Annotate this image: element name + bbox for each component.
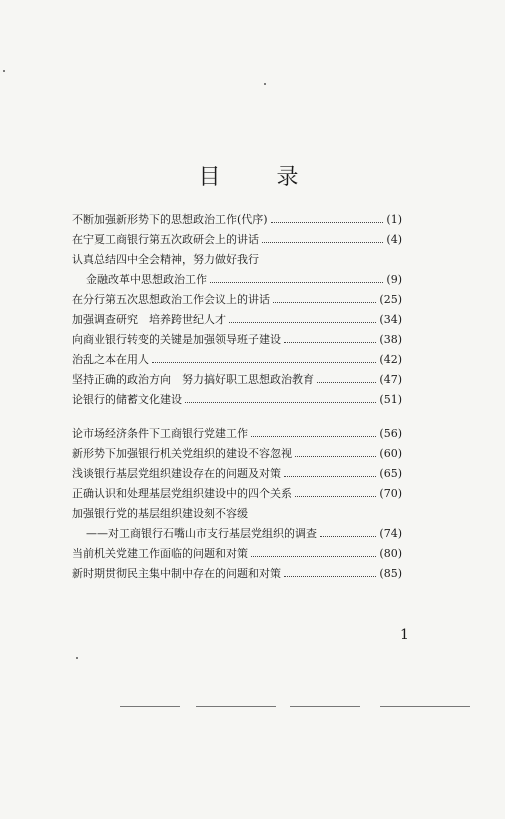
scan-speck (264, 83, 266, 85)
toc-entry-title: 治乱之本在用人 (72, 353, 149, 366)
dot-leader (284, 330, 376, 343)
table-of-contents (72, 210, 402, 584)
toc-entry-page: (25) (379, 293, 402, 306)
toc-entry[interactable] (72, 564, 402, 584)
toc-entry-title: 金融改革中思想政治工作 (86, 273, 207, 286)
dot-leader (229, 310, 376, 323)
toc-entry-title: 坚持正确的政治方向 努力搞好职工思想政治教育 (72, 373, 314, 386)
dot-leader (262, 230, 383, 243)
dot-leader (185, 390, 376, 403)
dot-leader (273, 290, 376, 303)
toc-entry[interactable] (72, 484, 402, 504)
toc-entry[interactable] (72, 310, 402, 330)
toc-entry-page: (85) (379, 567, 402, 580)
toc-entry[interactable] (72, 370, 402, 390)
toc-entry[interactable] (72, 330, 402, 350)
dot-leader (295, 444, 376, 457)
toc-entry[interactable] (72, 424, 402, 444)
toc-entry-title: 论市场经济条件下工商银行党建工作 (72, 427, 248, 440)
toc-entry-page: (1) (386, 213, 402, 226)
toc-entry[interactable] (72, 230, 402, 250)
dot-leader (284, 564, 376, 577)
scan-rule (120, 706, 180, 707)
toc-entry-page: (47) (379, 373, 402, 386)
toc-entry-page: (42) (379, 353, 402, 366)
scan-rule (290, 706, 360, 707)
toc-entry[interactable] (72, 210, 402, 230)
toc-entry-continuation[interactable] (72, 524, 402, 544)
toc-entry-page: (4) (386, 233, 402, 246)
section-spacer (72, 410, 402, 424)
dot-leader (251, 424, 376, 437)
toc-entry-continuation[interactable] (72, 270, 402, 290)
dot-leader (210, 270, 383, 283)
toc-entry-page: (80) (379, 547, 402, 560)
toc-entry-title: 新形势下加强银行机关党组织的建设不容忽视 (72, 447, 292, 460)
toc-entry-page: (65) (379, 467, 402, 480)
dot-leader (152, 350, 376, 363)
toc-entry-page: (74) (379, 527, 402, 540)
toc-entry[interactable] (72, 544, 402, 564)
toc-entry[interactable] (72, 464, 402, 484)
toc-entry-page: (56) (379, 427, 402, 440)
toc-entry-page: (9) (386, 273, 402, 286)
dot-leader (295, 484, 376, 497)
scan-speck (76, 657, 78, 659)
toc-entry-title: 加强银行党的基层组织建设刻不容缓 (72, 507, 248, 520)
toc-entry-title: 浅谈银行基层党组织建设存在的问题及对策 (72, 467, 281, 480)
dot-leader (317, 370, 376, 383)
toc-entry[interactable] (72, 504, 402, 524)
toc-entry-page: (70) (379, 487, 402, 500)
scan-rule (196, 706, 276, 707)
toc-entry-title: 向商业银行转变的关键是加强领导班子建设 (72, 333, 281, 346)
scan-speck (3, 70, 5, 72)
toc-entry-page: (38) (379, 333, 402, 346)
dot-leader (284, 464, 376, 477)
toc-entry-title: 在分行第五次思想政治工作会议上的讲话 (72, 293, 270, 306)
dot-leader (271, 210, 384, 223)
dot-leader (251, 544, 376, 557)
toc-entry-page: (34) (379, 313, 402, 326)
toc-entry-title: 当前机关党建工作面临的问题和对策 (72, 547, 248, 560)
toc-entry-title: 在宁夏工商银行第五次政研会上的讲话 (72, 233, 259, 246)
toc-entry[interactable] (72, 444, 402, 464)
toc-entry[interactable] (72, 390, 402, 410)
toc-entry-title: 论银行的储蓄文化建设 (72, 393, 182, 406)
toc-title: 目录 (198, 165, 355, 190)
toc-entry-title: 加强调查研究 培养跨世纪人才 (72, 313, 226, 326)
toc-entry-title: 不断加强新形势下的思想政治工作(代序) (72, 213, 268, 226)
toc-entry-page: (51) (379, 393, 402, 406)
toc-entry[interactable] (72, 250, 402, 270)
toc-entry-title: 认真总结四中全会精神，努力做好我行 (72, 253, 259, 266)
toc-entry-page: (60) (379, 447, 402, 460)
toc-entry-title: 新时期贯彻民主集中制中存在的问题和对策 (72, 567, 281, 580)
toc-entry-subtitle: ——对工商银行石嘴山市支行基层党组织的调查 (86, 527, 317, 540)
toc-entry[interactable] (72, 350, 402, 370)
toc-entry[interactable] (72, 290, 402, 310)
scan-rule (380, 706, 470, 707)
dot-leader (320, 524, 376, 537)
toc-entry-title: 正确认识和处理基层党组织建设中的四个关系 (72, 487, 292, 500)
page-number: 1 (400, 627, 409, 643)
